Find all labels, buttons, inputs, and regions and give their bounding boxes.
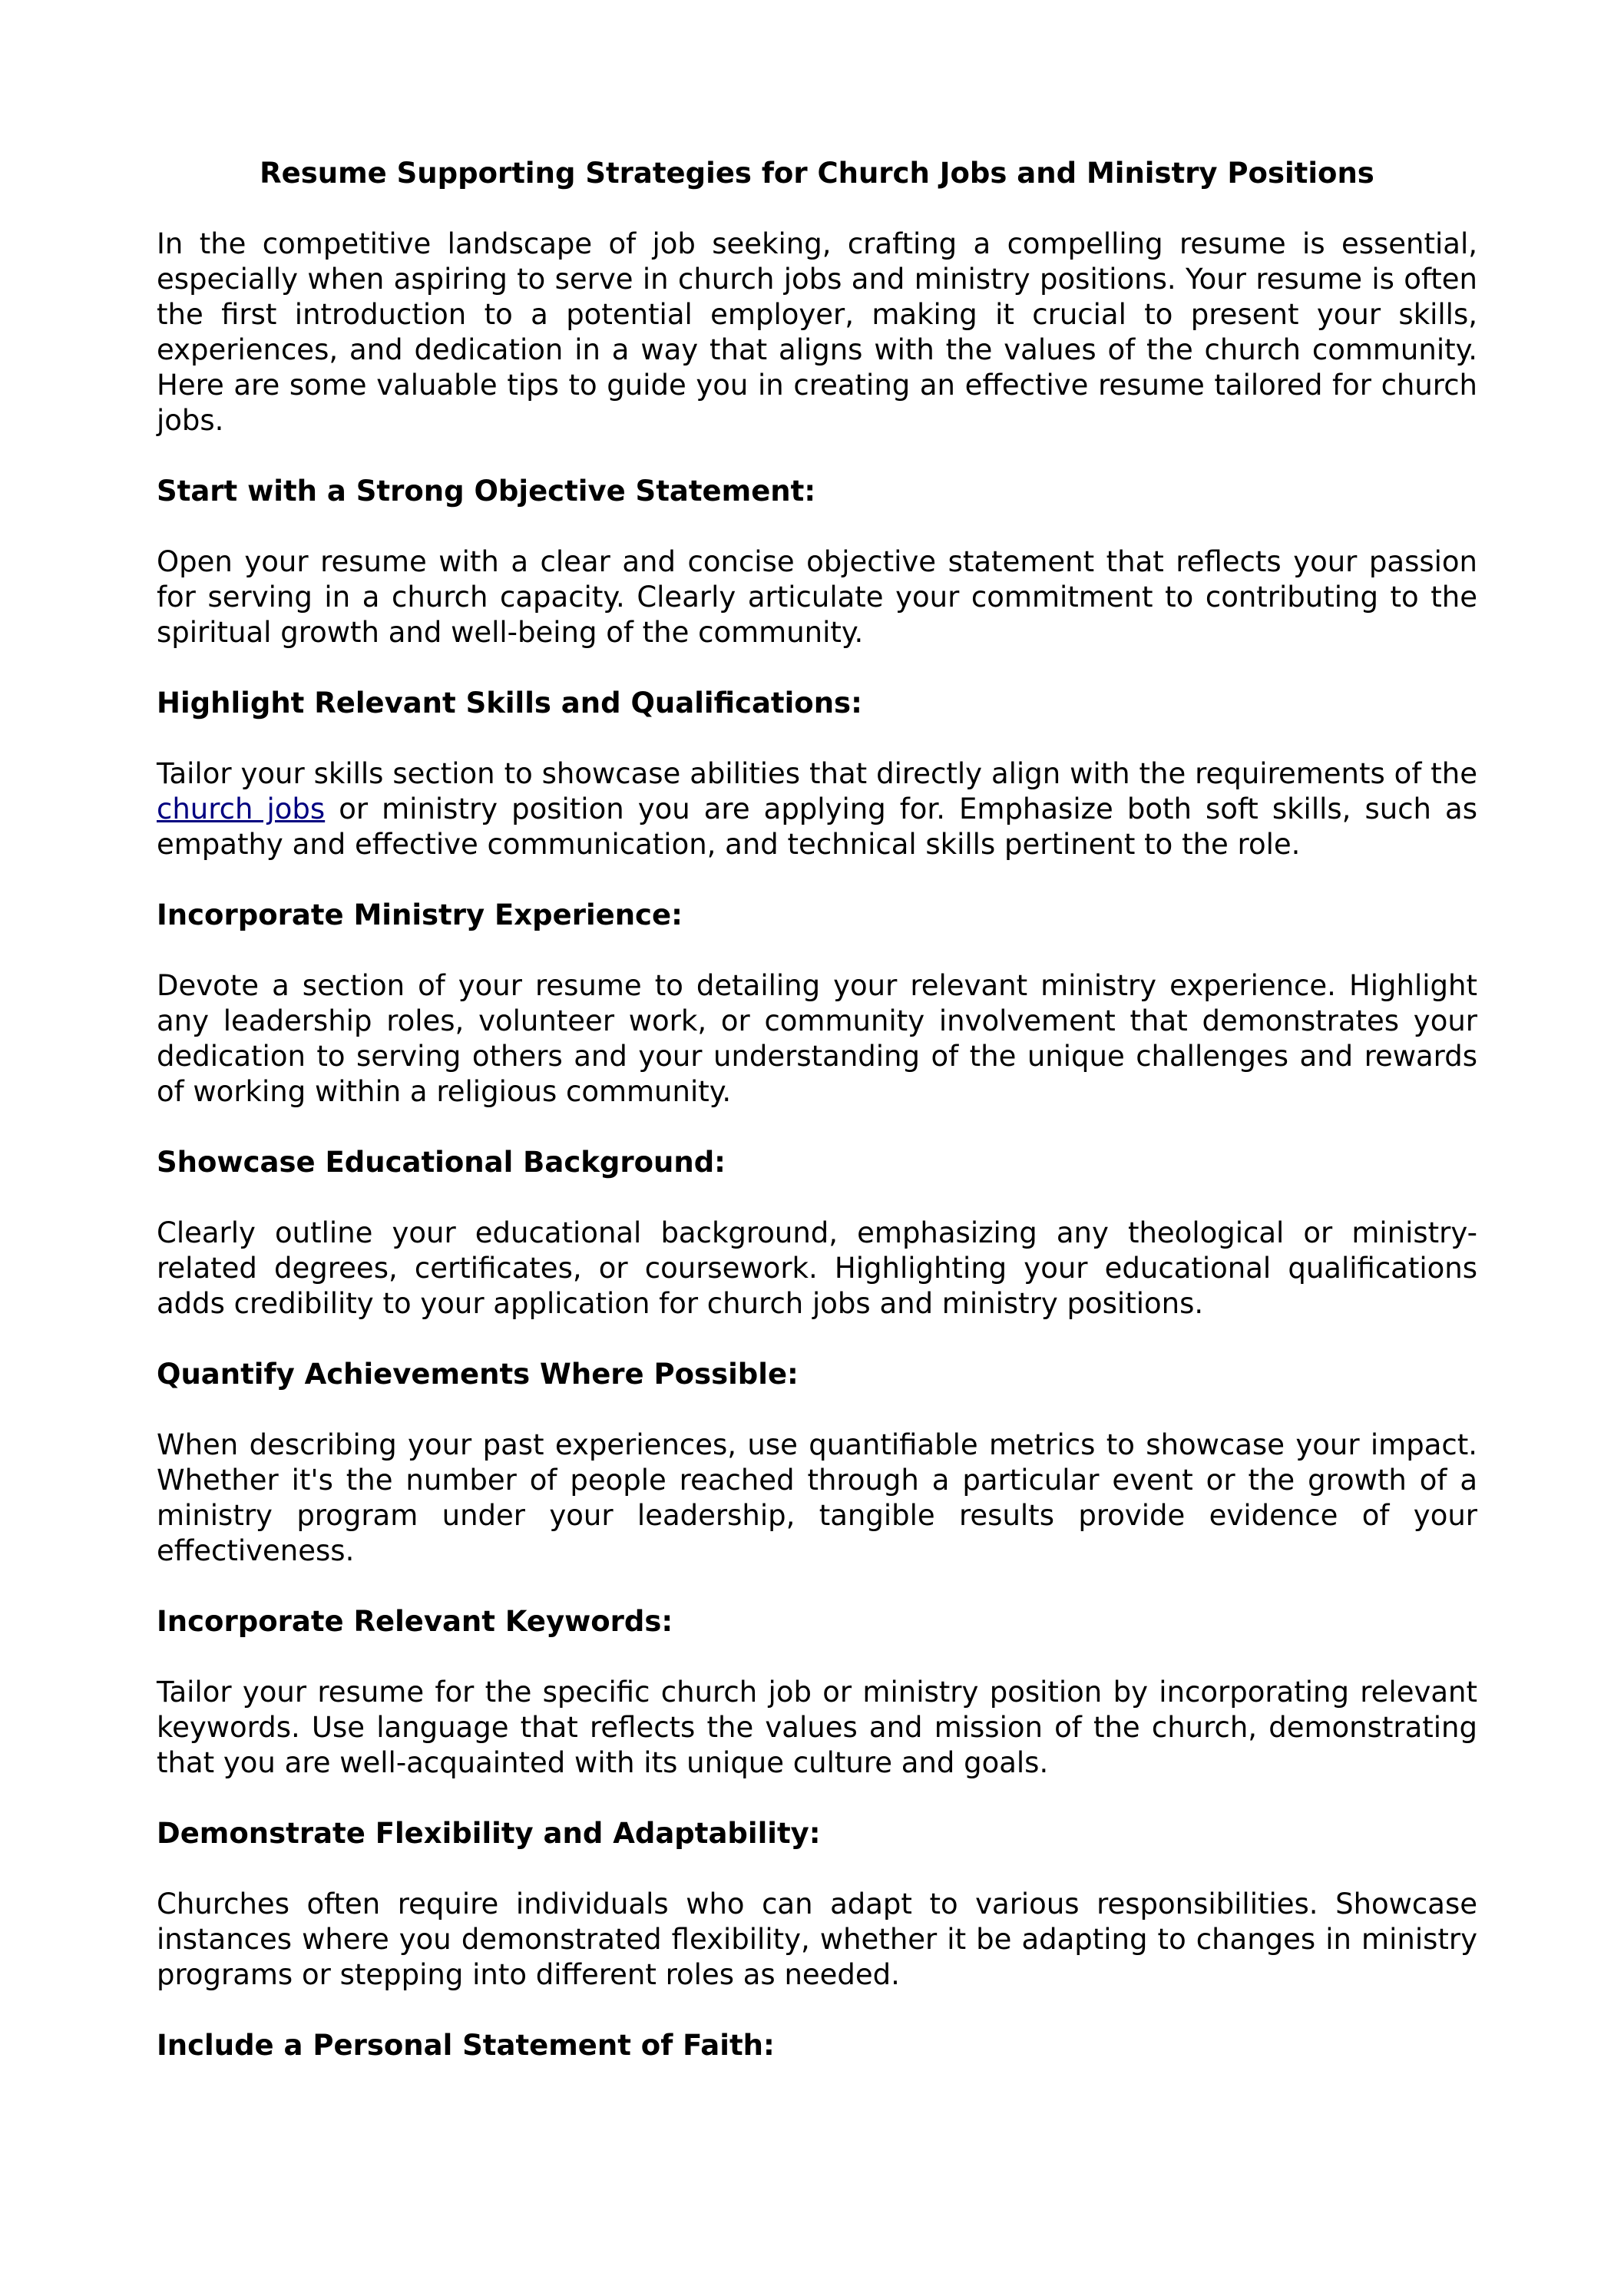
section-paragraph: Open your resume with a clear and concise objective statement that reflects your passion for serving in a church capacity. Clearly articulate your commitment to contributing to the spiritual growth and well-being of the community. — [157, 545, 1477, 649]
section-heading: Include a Personal Statement of Faith: — [157, 2029, 775, 2062]
church-jobs-link[interactable]: church jobs — [157, 792, 326, 825]
section-heading: Start with a Strong Objective Statement: — [157, 475, 816, 508]
section-paragraph: Tailor your resume for the specific church job or ministry position by incorporating relevant keywords. Use language that reflects the values and mission of the church, demonstrating that you are well-acquainted with its unique culture and goals. — [157, 1676, 1477, 1779]
section-paragraph: Devote a section of your resume to detailing your relevant ministry experience. Highlight any leadership roles, volunteer work, or community involvement that demonstrates your dedication to serving others and your understanding of the unique challenges and rewards of working within a religious community. — [157, 969, 1477, 1108]
section-paragraph: When describing your past experiences, use quantifiable metrics to showcase your impact. Whether it's the number of people reached through a particular event or the growth of a ministry program under your leadership, tangible results provide evidence of your effectiveness. — [157, 1428, 1477, 1567]
section-heading: Highlight Relevant Skills and Qualifications: — [157, 686, 862, 720]
section-heading: Quantify Achievements Where Possible: — [157, 1358, 799, 1391]
section-paragraph: Clearly outline your educational background, emphasizing any theological or ministry-related degrees, certificates, or coursework. Highlighting your educational qualifications adds credibility to your application for church jobs and ministry positions. — [157, 1216, 1477, 1320]
text-span: or ministry position you are applying for. Emphasize both soft skills, such as empathy and effective communication, and technical skills pertinent to the role. — [157, 792, 1477, 861]
section-heading: Incorporate Relevant Keywords: — [157, 1605, 673, 1638]
section-heading: Incorporate Ministry Experience: — [157, 898, 683, 931]
intro-paragraph: In the competitive landscape of job seeking, crafting a compelling resume is essential, especially when aspiring to serve in church jobs and ministry positions. Your resume is often the first introduction to a potential employer, making it crucial to present your skills, experiences, and dedication in a way that aligns with the values of the church community. Here are some valuable tips to guide you in creating an effective resume tailored for church jobs. — [157, 227, 1477, 437]
text-span: Tailor your skills section to showcase abilities that directly align with the requirements of the — [157, 757, 1477, 790]
section-heading: Demonstrate Flexibility and Adaptability: — [157, 1817, 821, 1850]
section-paragraph — [157, 756, 1477, 862]
section-paragraph: Churches often require individuals who can adapt to various responsibilities. Showcase instances where you demonstrated flexibility, whether it be adapting to changes in ministry programs or stepping into different roles as needed. — [157, 1887, 1477, 1991]
document-title: Resume Supporting Strategies for Church Jobs and Ministry Positions — [260, 157, 1374, 190]
section-heading: Showcase Educational Background: — [157, 1146, 726, 1179]
document-page — [157, 156, 1477, 2099]
